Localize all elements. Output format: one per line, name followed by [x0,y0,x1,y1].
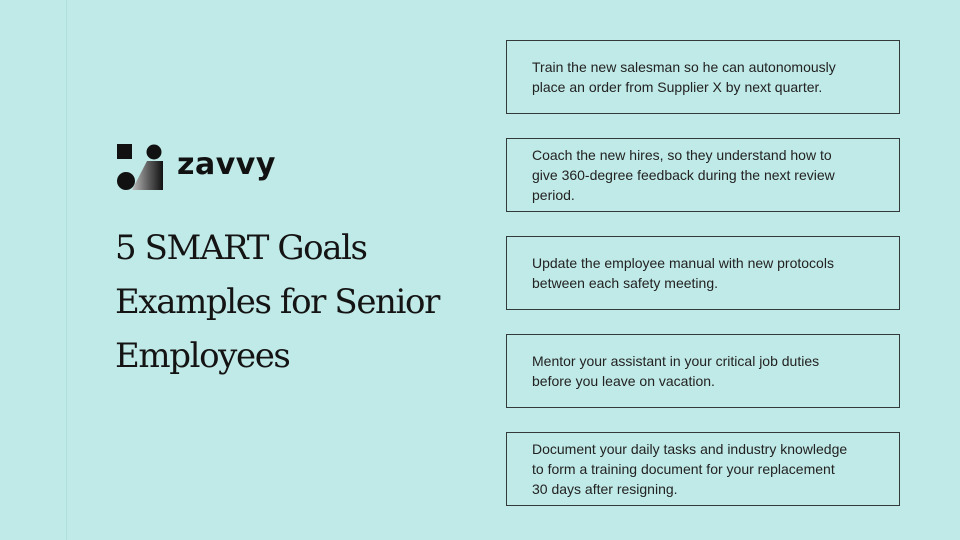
goal-text [532,351,819,391]
title-line: Employees [115,336,290,376]
goal-text [532,145,835,205]
goal-text-line: Coach the new hires, so they understand how to [532,147,832,163]
brand-logo [117,144,276,190]
goal-text-line: to form a training document for your replacement [532,461,835,477]
goal-card [506,334,900,408]
goal-text-line: period. [532,187,575,203]
goal-text [532,439,847,499]
goal-card [506,236,900,310]
brand-name: zavvy [177,147,276,182]
goal-text-line: Document your daily tasks and industry knowledge [532,441,848,457]
goal-text-line: give 360-degree feedback during the next review [532,167,835,183]
goal-text-line: between each safety meeting. [532,275,719,291]
goal-text-line: Mentor your assistant in your critical job duties [532,353,820,369]
side-divider-line [66,0,67,540]
page-title [115,221,475,383]
goal-card [506,432,900,506]
title-line: Examples for Senior [115,282,439,322]
title-line: 5 SMART Goals [115,228,367,268]
goal-text-line: place an order from Supplier X by next quarter. [532,79,823,95]
goal-text [532,57,836,97]
goals-list [506,40,900,530]
goal-text [532,253,834,293]
goal-card [506,138,900,212]
goal-text-line: 30 days after resigning. [532,481,678,497]
zavvy-logo-icon [117,144,163,190]
goal-text-line: Train the new salesman so he can autonomously [532,59,836,75]
goal-text-line: before you leave on vacation. [532,373,715,389]
goal-text-line: Update the employee manual with new protocols [532,255,834,271]
goal-card [506,40,900,114]
